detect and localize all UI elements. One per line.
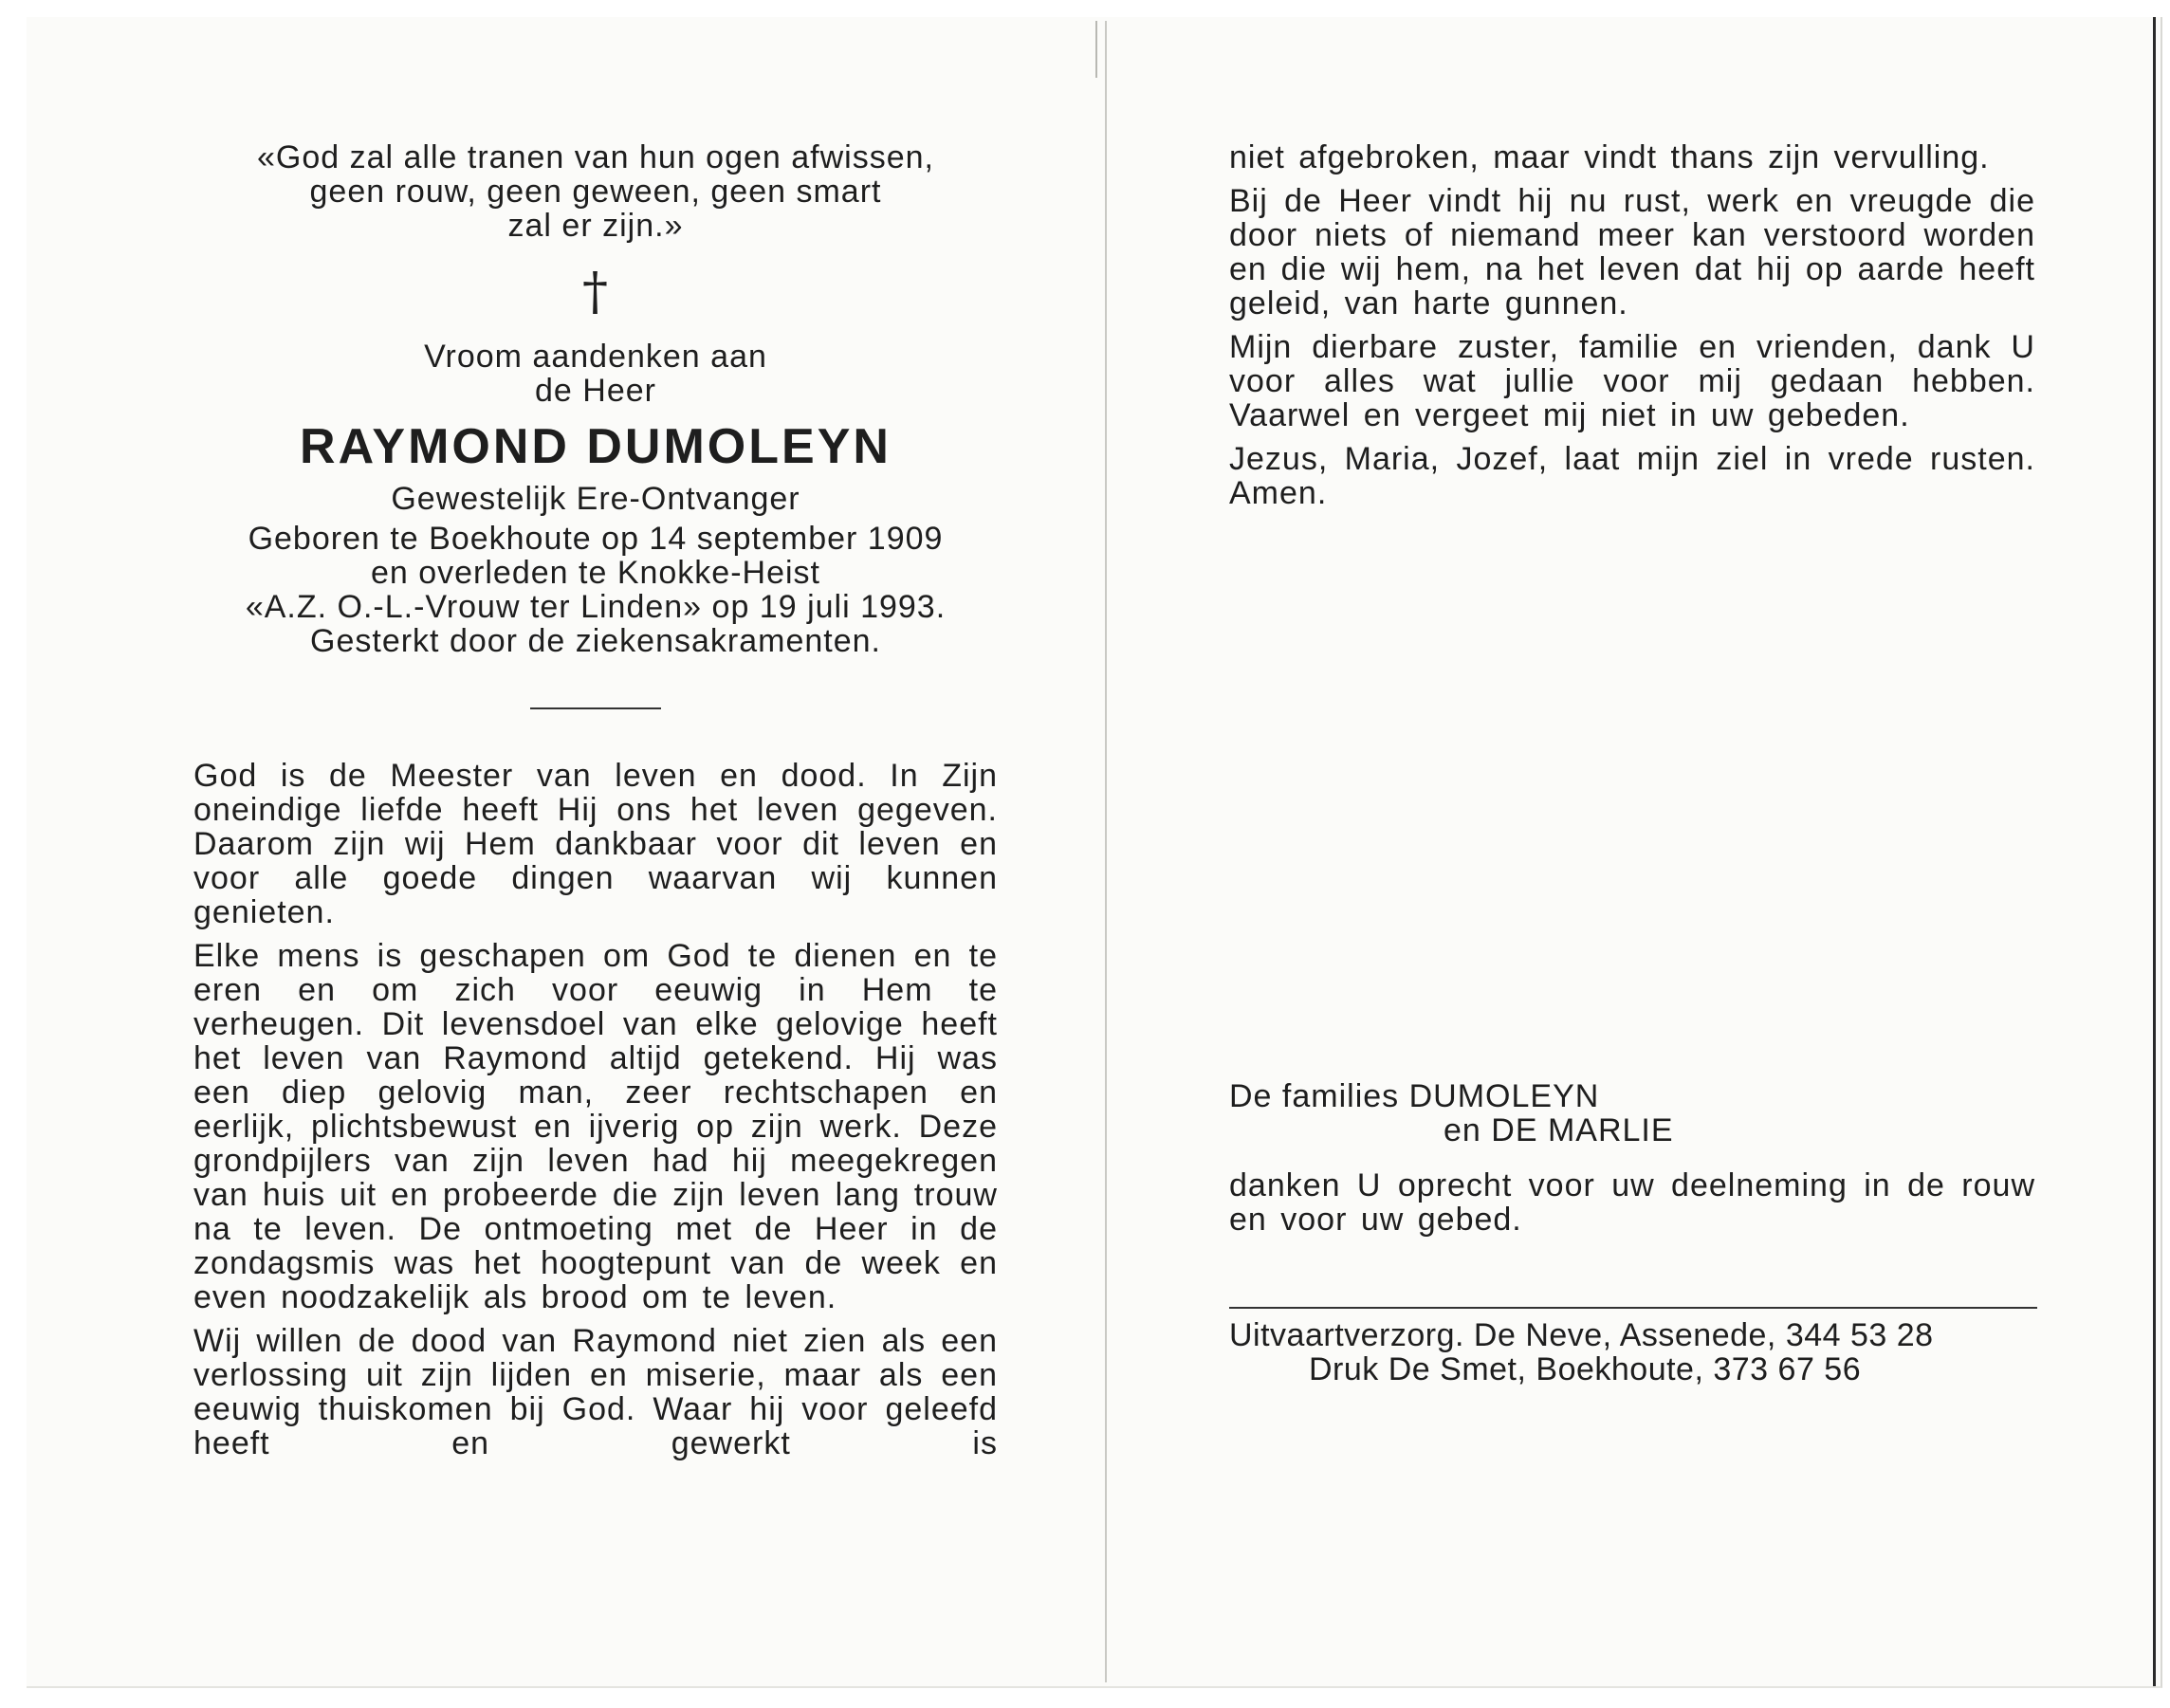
life-details	[193, 522, 998, 658]
opening-quote	[193, 140, 998, 243]
credit-line: Uitvaartverzorg. De Neve, Assenede, 344 53 28	[1229, 1317, 1934, 1353]
families-signature	[1229, 1079, 2035, 1148]
quote-line: «God zal alle tranen van hun ogen afwissen,	[256, 139, 934, 175]
thanks-text: danken U oprecht voor uw deelneming in de rouw en voor uw gebed.	[1229, 1167, 2035, 1238]
paragraph: Mijn dierbare zuster, familie en vrienden, dank U voor alles wat jullie voor mij gedaan hebben. Vaarwel en vergeet mij niet in uw gebeden.	[1229, 329, 2035, 433]
credit-line: Druk De Smet, Boekhoute, 373 67 56	[1309, 1351, 1862, 1387]
intro-line: de Heer	[535, 373, 656, 409]
card-fold-mark	[1095, 21, 1097, 78]
families-line: en DE MARLIE	[1444, 1112, 1674, 1148]
divider	[530, 707, 661, 709]
paragraph: Jezus, Maria, Jozef, laat mijn ziel in vrede rusten. Amen.	[1229, 441, 2035, 511]
deceased-name: RAYMOND DUMOLEYN	[300, 419, 892, 474]
deceased-title: Gewestelijk Ere-Ontvanger	[391, 481, 800, 517]
paragraph: Wij willen de dood van Raymond niet zien als een verlossing uit zijn lijden en miserie, maar als een eeuwig thuiskomen bij God. Waar hij voor geleefd heeft en gewerkt is	[193, 1323, 998, 1461]
quote-line: zal er zijn.»	[507, 208, 684, 244]
right-page	[1229, 140, 2035, 1387]
left-page	[193, 140, 998, 1470]
paragraph: niet afgebroken, maar vindt thans zijn vervulling.	[1229, 139, 1990, 175]
families-line: De families DUMOLEYN	[1229, 1078, 1600, 1114]
details-line: en overleden te Knokke-Heist	[370, 555, 821, 591]
printer-credits	[1229, 1318, 2035, 1387]
paragraph: God is de Meester van leven en dood. In Zijn oneindige liefde heeft Hij ons het leven gegeven. Daarom zijn wij Hem dankbaar voor dit leven en voor alle goede dingen waarvan wij kunnen genieten.	[193, 758, 998, 930]
card-fold-line	[1105, 21, 1107, 1682]
details-line: «A.Z. O.-L.-Vrouw ter Linden» op 19 juli 1993.	[245, 589, 947, 625]
cross-icon: †	[582, 262, 609, 321]
paragraph: Elke mens is geschapen om God te dienen en te eren en om zich voor eeuwig in Hem te verheugen. Dit levensdoel van elke gelovige heeft het leven van Raymond altijd getekend. Hij was een diep gelovig man, zeer rechtschapen en eerlijk, plichtsbewust en ijverig op zijn werk. Deze grondpijlers van zijn leven had hij meegekregen van huis uit en probeerde die zijn leven lang trouw na te leven. De ontmoeting met de Heer in de zondagsmis was het hoogtepunt van de week en even noodzakelijk als brood om te leven.	[193, 938, 998, 1315]
details-line: Geboren te Boekhoute op 14 september 1909	[248, 521, 944, 557]
details-line: Gesterkt door de ziekensakramenten.	[310, 623, 881, 659]
card-right-edge	[2153, 17, 2156, 1686]
remembrance-intro	[193, 340, 998, 408]
divider	[1229, 1307, 2037, 1309]
intro-line: Vroom aandenken aan	[424, 339, 767, 375]
quote-line: geen rouw, geen geween, geen smart	[309, 174, 882, 210]
paragraph: Bij de Heer vindt hij nu rust, werk en vreugde die door niets of niemand meer kan verstoord worden en die wij hem, na het leven dat hij op aarde heeft geleid, van harte gunnen.	[1229, 183, 2035, 321]
